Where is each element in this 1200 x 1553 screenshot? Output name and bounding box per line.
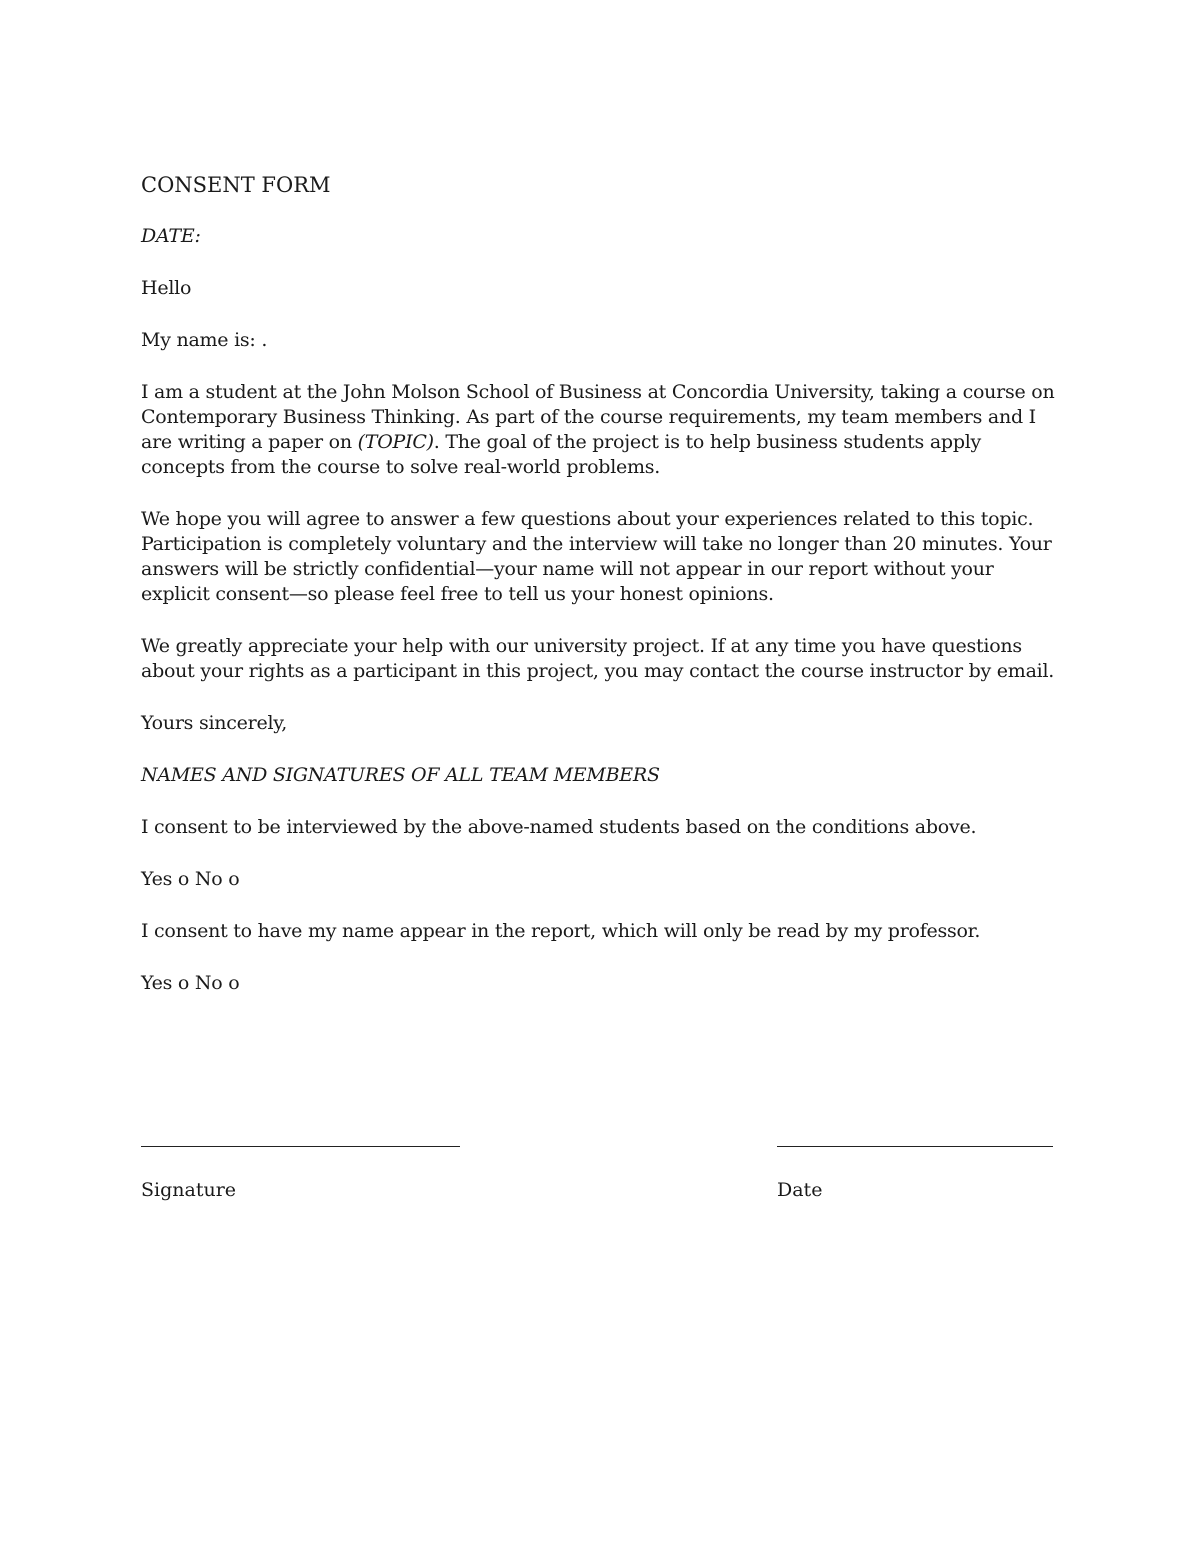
document-body <box>141 170 1061 1023</box>
closing: Yours sincerely, <box>141 712 288 734</box>
consent-name-statement: I consent to have my name appear in the report, which will only be read by my professor. <box>141 920 981 942</box>
date-field-label: Date <box>777 1179 823 1201</box>
intro-text-before-topic: I am a student at the John Molson School of Business at Concordia University, taking a course on Contemporary Business Thinking. As part of the course requirements, my team members and I are writing a paper on <box>141 381 1055 453</box>
signature-label: Signature <box>141 1179 237 1201</box>
signature-line <box>141 1146 460 1147</box>
greeting: Hello <box>141 277 192 299</box>
consent-interview-options: Yes o No o <box>141 868 240 890</box>
date-line <box>777 1146 1053 1147</box>
topic-placeholder: (TOPIC) <box>357 431 434 453</box>
date-label: DATE: <box>141 225 201 247</box>
intro-text-after-topic: . The goal of the project is to help business students apply concepts from the course to solve real-world problems. <box>141 431 982 478</box>
consent-interview-statement: I consent to be interviewed by the above-named students based on the conditions above. <box>141 816 977 838</box>
form-title: CONSENT FORM <box>141 173 331 197</box>
team-members-line: NAMES AND SIGNATURES OF ALL TEAM MEMBERS <box>141 764 660 786</box>
participation-paragraph: We hope you will agree to answer a few questions about your experiences related to this topic. Participation is completely voluntary and the interview will take no longer than 20 minutes. Your answers will be strictly confidential—your name will not appear in our report without your explicit consent—so please feel free to tell us your honest opinions. <box>141 508 1052 605</box>
intro-paragraph <box>141 380 1061 480</box>
signature-field <box>141 1146 460 1201</box>
appreciation-paragraph: We greatly appreciate your help with our university project. If at any time you have questions about your rights as a participant in this project, you may contact the course instructor by email. <box>141 635 1055 682</box>
consent-name-options: Yes o No o <box>141 972 240 994</box>
name-line: My name is: . <box>141 329 268 351</box>
date-field <box>777 1146 1053 1201</box>
